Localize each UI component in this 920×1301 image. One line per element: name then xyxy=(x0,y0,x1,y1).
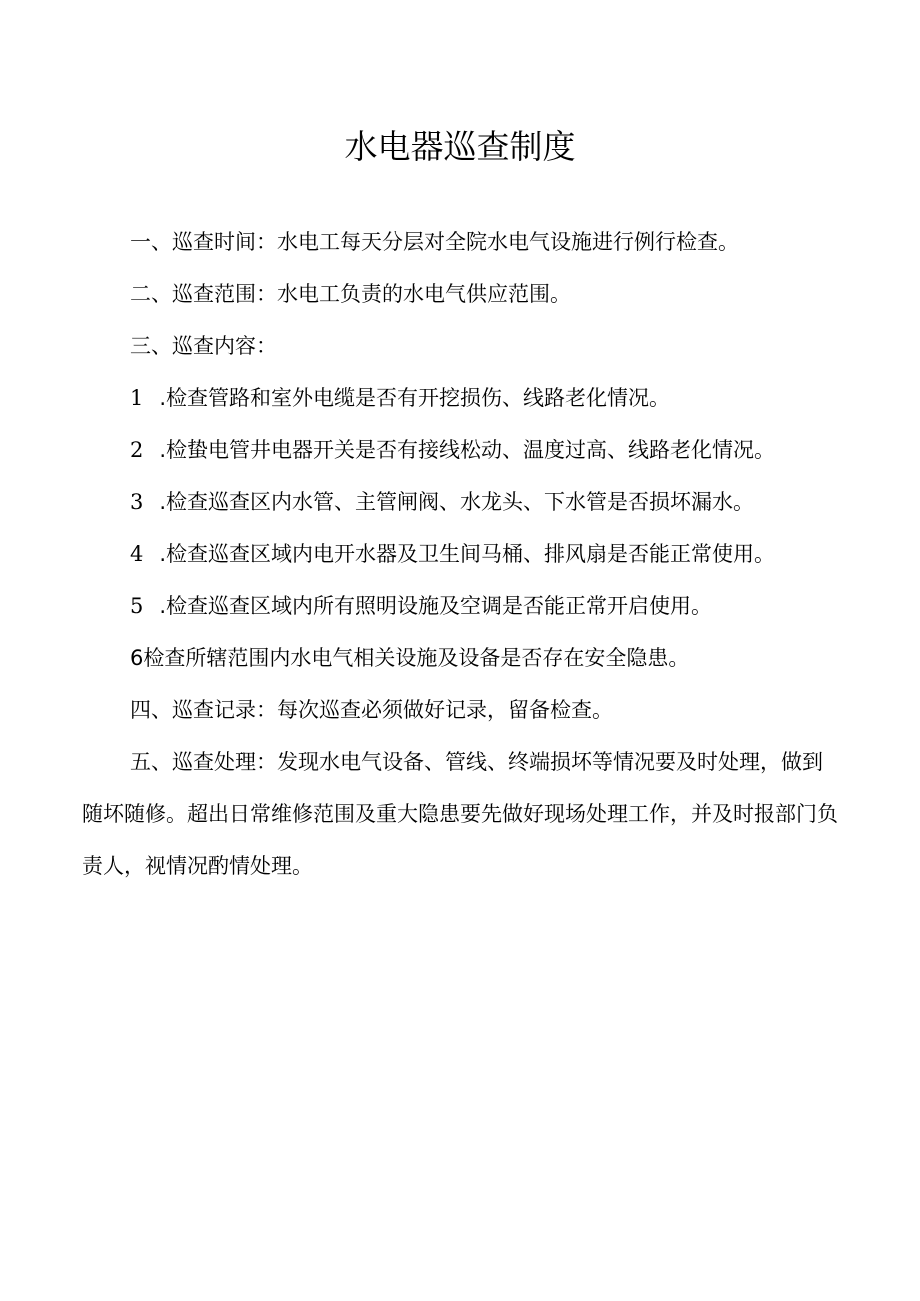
item-number: 3 xyxy=(130,490,144,514)
section-inspection-handling: 五、巡查处理：发现水电气设备、管线、终端损坏等情况要及时处理，做到随坏随修。超出日常维修范围及重大隐患要先做好现场处理工作，并及时报部门负责人，视情况酌情处理。 xyxy=(82,750,838,878)
item-text: .检查管路和室外电缆是否有开挖损伤、线路老化情况。 xyxy=(159,386,671,410)
section-inspection-record: 四、巡查记录：每次巡查必须做好记录，留备检查。 xyxy=(130,698,613,722)
item-text: .检查巡查区域内电开水器及卫生间马桶、排风扇是否能正常使用。 xyxy=(159,542,776,566)
document-body xyxy=(82,216,842,892)
item-number: 4 xyxy=(130,542,144,566)
section-inspection-content-heading: 三、巡查内容： xyxy=(130,334,277,358)
list-item xyxy=(82,424,842,476)
list-item xyxy=(82,476,842,528)
document-title: 水电器巡查制度 xyxy=(344,127,576,166)
item-number: 1 xyxy=(130,386,144,410)
section-inspection-time: 一、巡查时间：水电工每天分层对全院水电气设施进行例行检查。 xyxy=(130,230,739,254)
item-text: .检查巡查区域内所有照明设施及空调是否能正常开启使用。 xyxy=(159,594,713,618)
list-item xyxy=(82,528,842,580)
list-item xyxy=(82,372,842,424)
item-text: .检查巡查区内水管、主管闸阀、水龙头、下水管是否损坏漏水。 xyxy=(159,490,755,514)
item-number: 2 xyxy=(130,438,144,462)
section-inspection-scope: 二、巡查范围：水电工负责的水电气供应范围。 xyxy=(130,282,571,306)
list-item-6: 6检查所辖范围内水电气相关设施及设备是否存在安全隐患。 xyxy=(130,646,690,670)
item-number: 5 xyxy=(130,594,144,618)
item-text: .检蛰电管井电器开关是否有接线松动、温度过高、线路老化情况。 xyxy=(159,438,776,462)
list-item xyxy=(82,580,842,632)
